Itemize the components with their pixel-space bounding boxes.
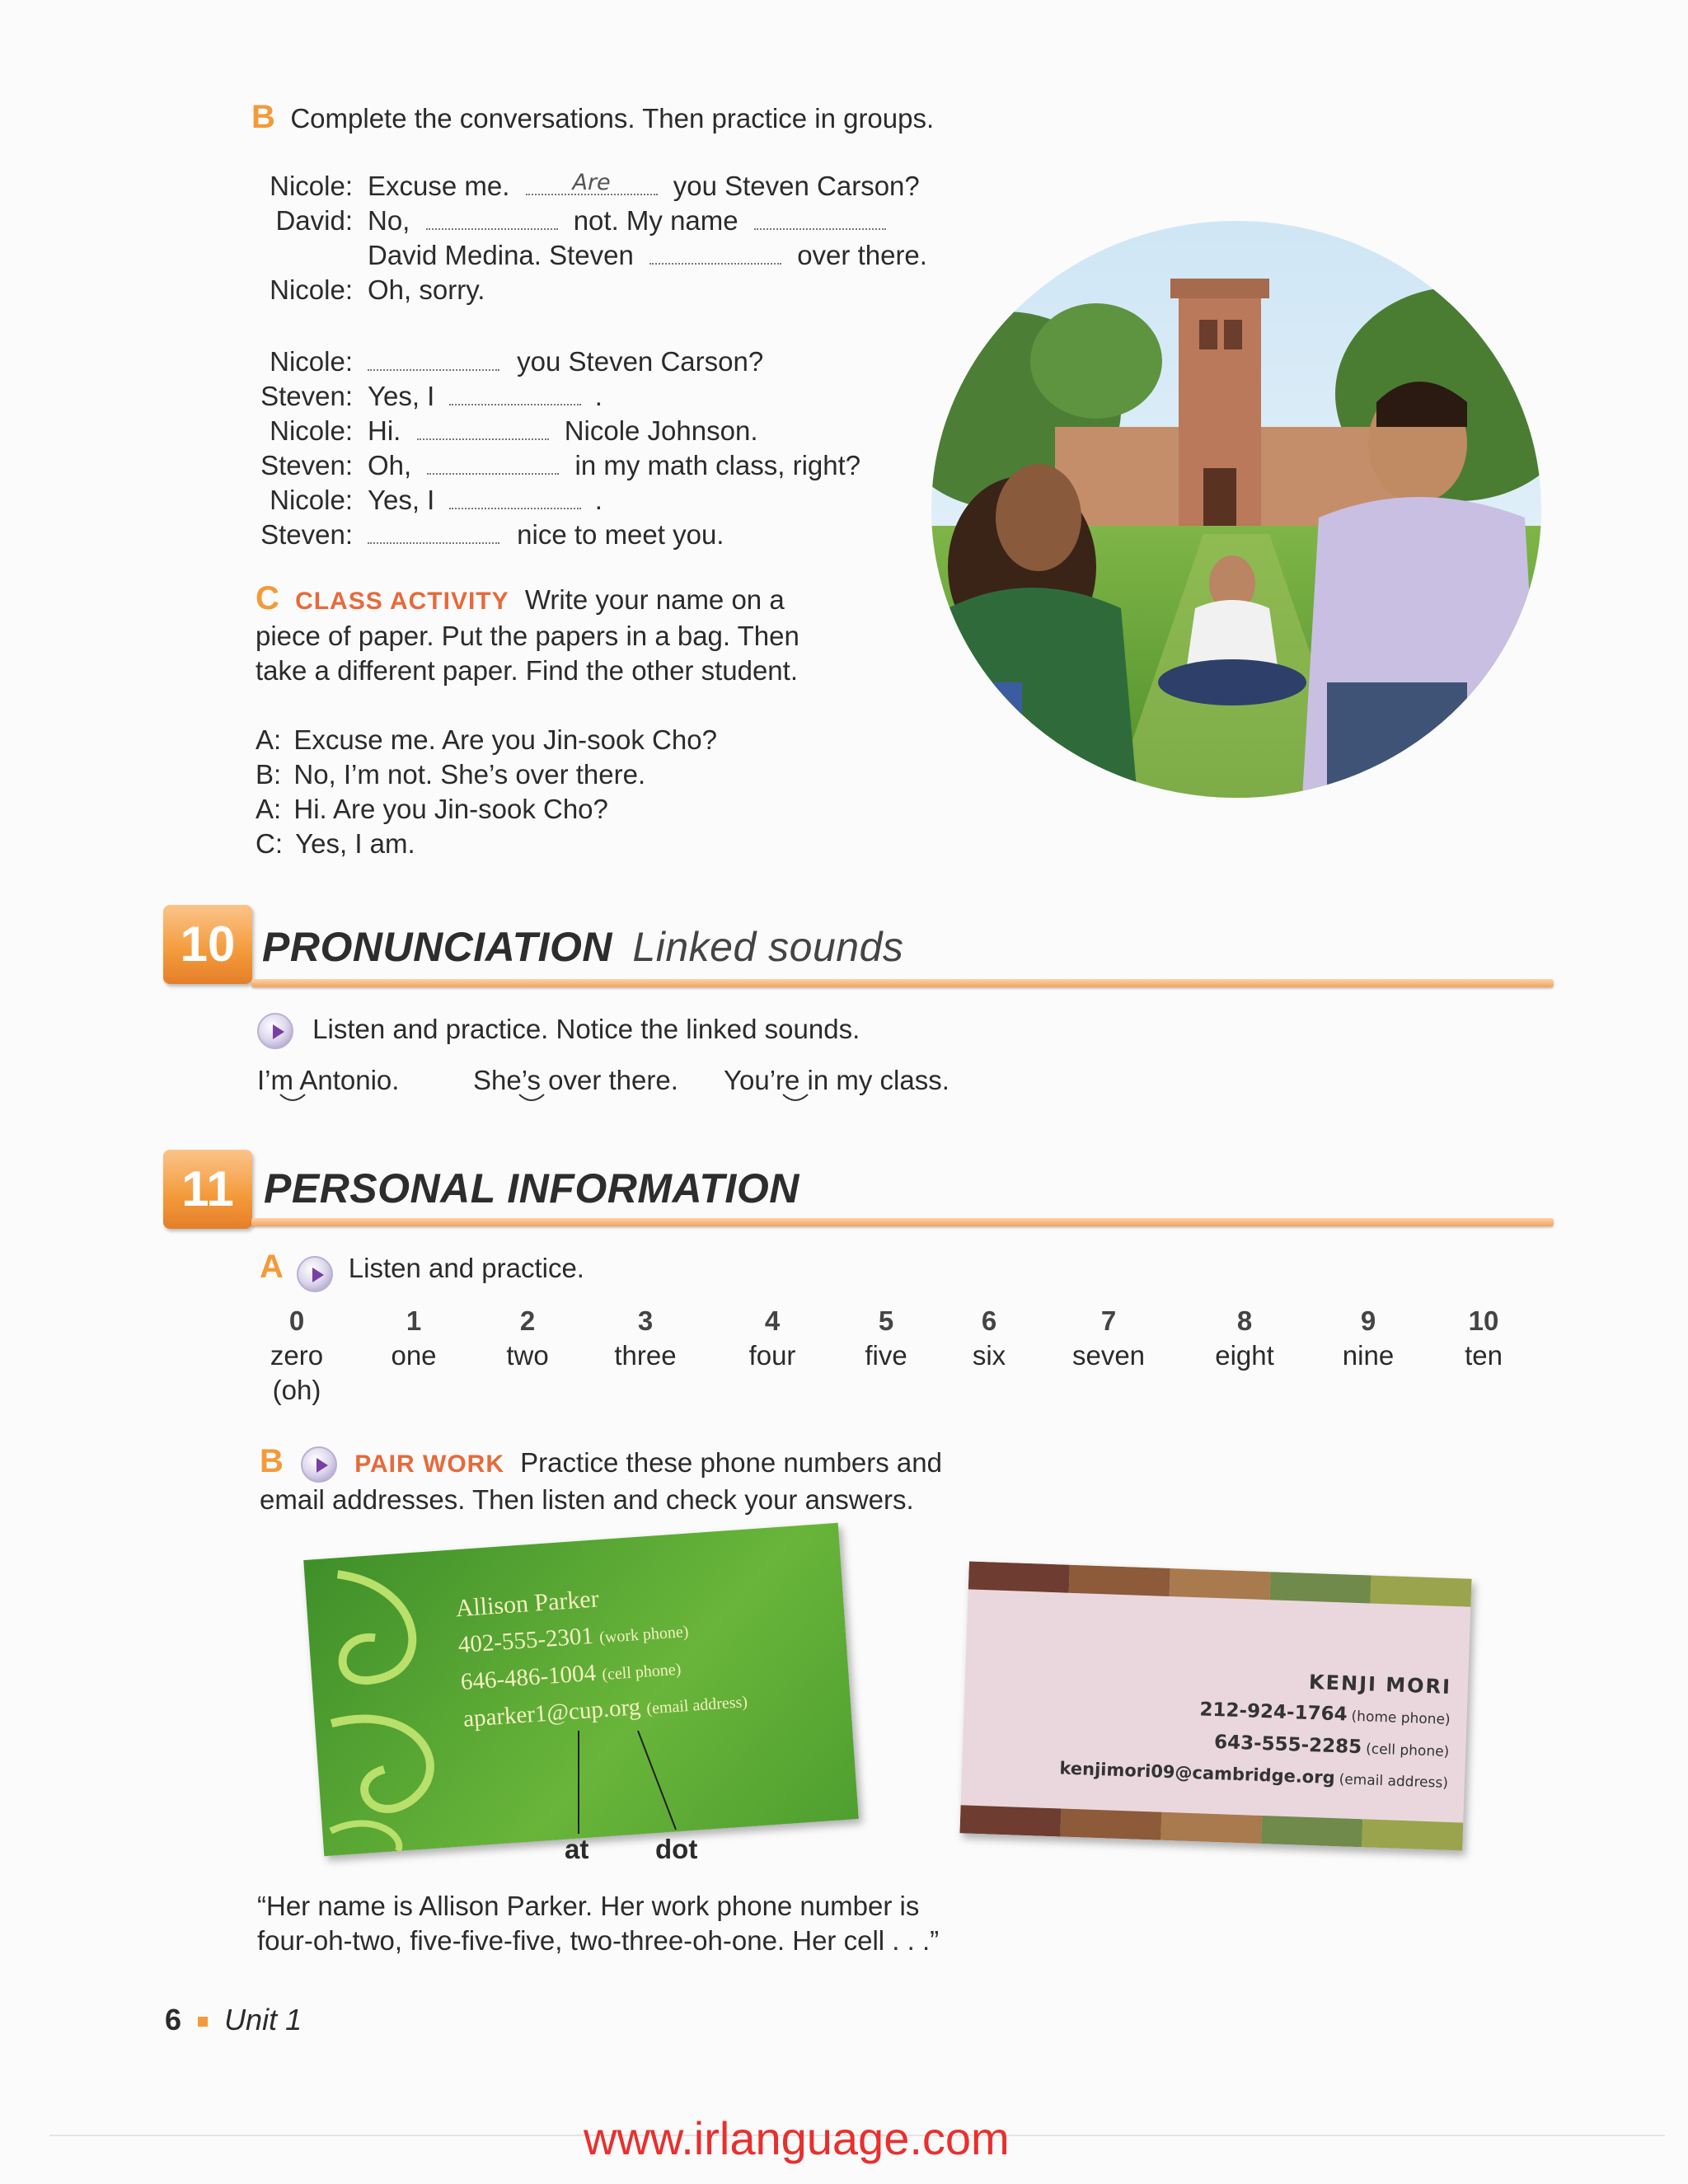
card-bottom-stripe [959, 1805, 1463, 1850]
email-address: kenjimori09@cambridge.org [1059, 1758, 1336, 1788]
dialogue-line [256, 792, 717, 827]
audio-play-icon[interactable] [297, 1256, 333, 1292]
quote-line: four-oh-two, five-five-five, two-three-oh-one. Her cell . . .” [257, 1925, 940, 1956]
number-word: nine [1342, 1340, 1395, 1371]
handwritten-answer: Are [572, 170, 611, 195]
callout-lines [560, 1727, 692, 1842]
pair-work-label: PAIR WORK [354, 1451, 504, 1478]
speaker-label: Steven: [260, 450, 353, 480]
email-label: (email address) [1339, 1771, 1449, 1792]
section-11-rule [251, 1218, 1554, 1226]
pronunciation-heading: PRONUNCIATION [262, 924, 613, 970]
section-10-title [262, 923, 903, 971]
callout-dot: dot [655, 1834, 698, 1864]
speaker-label: Steven: [260, 519, 353, 550]
numeral: 0 [288, 1305, 305, 1336]
line-text: not. My name [573, 205, 738, 236]
line-text: . [594, 485, 603, 515]
callout-at: at [565, 1834, 589, 1864]
home-phone-label: (home phone) [1351, 1708, 1451, 1728]
section-c-dialogue [256, 723, 717, 861]
numeral: 4 [764, 1305, 781, 1336]
numeral: 8 [1236, 1305, 1253, 1336]
section-10-rule [251, 979, 1554, 987]
answer-blank[interactable] [368, 346, 499, 371]
answer-blank[interactable] [417, 415, 549, 440]
unit-label: Unit 1 [224, 2003, 302, 2036]
card-top-stripe [968, 1561, 1472, 1606]
number-word: five [865, 1340, 907, 1371]
number-item [368, 1304, 459, 1373]
dialogue-text: No, I’m not. She’s over there. [293, 759, 646, 790]
line-text: Nicole Johnson. [564, 415, 758, 446]
speaker-label: A: [256, 794, 282, 824]
answer-blank[interactable] [526, 171, 658, 195]
number-word: one [391, 1340, 437, 1371]
audio-play-icon[interactable] [301, 1446, 337, 1483]
number-item [1199, 1304, 1290, 1373]
speaker-label: Nicole: [270, 415, 353, 446]
line-text: No, [368, 205, 410, 236]
section-11-part-b [260, 1444, 1084, 1517]
quote-line: “Her name is Allison Parker. Her work phone number is [257, 1891, 920, 1921]
speaker-label: B: [256, 759, 282, 790]
link-arc-icon [518, 1093, 546, 1104]
section-11-part-a [260, 1249, 584, 1292]
number-item [841, 1304, 931, 1373]
speaker-label: C: [256, 828, 283, 859]
number-word: ten [1465, 1340, 1503, 1371]
line-text: Yes, I [368, 485, 435, 515]
number-word: three [614, 1340, 677, 1371]
numeral: 5 [878, 1305, 894, 1336]
line-text: Yes, I [368, 381, 435, 411]
cell-phone: 646-486-1004 [459, 1659, 598, 1696]
link-arc-icon [279, 1093, 307, 1104]
dialogue-text: Excuse me. Are you Jin-sook Cho? [293, 724, 717, 755]
section-number-11: 11 [163, 1150, 252, 1229]
dialogue-text: Hi. Are you Jin-sook Cho? [293, 794, 608, 824]
class-activity-label: CLASS ACTIVITY [295, 588, 509, 615]
number-word: eight [1215, 1340, 1274, 1371]
number-item [1063, 1304, 1154, 1373]
number-word: two [506, 1340, 549, 1371]
email-address: aparker1@cup.org [462, 1694, 642, 1733]
example-phrase: You’re in my class. [724, 1065, 950, 1095]
answer-blank[interactable] [368, 519, 499, 544]
numeral: 2 [519, 1305, 536, 1336]
number-word: four [748, 1340, 796, 1371]
line-text: Oh, [368, 450, 412, 480]
speaker-label: Nicole: [270, 485, 353, 515]
answer-blank[interactable] [449, 485, 581, 509]
number-word: seven [1071, 1340, 1146, 1371]
line-text: you Steven Carson? [673, 171, 920, 201]
number-item [944, 1304, 1034, 1373]
answer-blank[interactable] [426, 205, 558, 230]
answer-blank[interactable] [754, 205, 886, 230]
instruction-text: piece of paper. Put the papers in a bag. Then [256, 621, 799, 651]
line-text: nice to meet you. [517, 519, 724, 550]
answer-blank[interactable] [427, 450, 559, 475]
business-card-kenji-mori [959, 1561, 1471, 1850]
speaker-label: Nicole: [270, 171, 353, 201]
dialogue-line [256, 827, 717, 861]
number-word: six [972, 1340, 1006, 1371]
line-text: over there. [797, 240, 927, 270]
dialogue-line [256, 723, 717, 757]
section-c [256, 581, 882, 688]
numeral: 6 [981, 1305, 997, 1336]
answer-blank[interactable] [449, 381, 581, 405]
linked-sounds-examples [257, 1063, 1493, 1113]
example-quote [257, 1889, 1081, 1958]
page-footer [165, 2003, 302, 2037]
instruction-text: email addresses. Then listen and check your answers. [260, 1484, 914, 1516]
email-label: (email address) [645, 1692, 748, 1718]
dialogue-text: Yes, I am. [295, 828, 415, 859]
number-item [482, 1304, 573, 1373]
number-item [1438, 1304, 1529, 1373]
number-item [1323, 1304, 1414, 1373]
numeral: 1 [406, 1305, 422, 1336]
example-phrase: She’s over there. [473, 1065, 678, 1095]
number-item [600, 1304, 691, 1373]
number-word-alt: (oh) [272, 1375, 321, 1405]
home-phone: 212-924-1764 [1199, 1699, 1348, 1726]
instruction-text: Practice these phone numbers and [520, 1447, 942, 1478]
cell-phone: 643-555-2285 [1213, 1731, 1362, 1759]
line-text: in my math class, right? [574, 450, 861, 480]
students-on-campus-image [931, 221, 1541, 798]
example-phrase: I’m Antonio. [257, 1065, 400, 1095]
cell-phone-label: (cell phone) [601, 1660, 682, 1685]
answer-blank[interactable] [649, 240, 781, 265]
section-number-10: 10 [163, 905, 252, 984]
section-b-heading [251, 99, 934, 136]
card-name: KENJI MORI [1308, 1670, 1452, 1699]
cell-phone-label: (cell phone) [1365, 1741, 1450, 1760]
card-name: Allison Parker [454, 1585, 600, 1623]
numeral: 9 [1360, 1305, 1376, 1336]
page-number: 6 [165, 2003, 182, 2036]
instruction-text: Write your name on a [524, 584, 785, 615]
number-item [727, 1304, 818, 1373]
section-10-instruction [257, 1012, 860, 1049]
line-text: Hi. [368, 415, 401, 446]
number-item [251, 1304, 342, 1408]
section-letter-a: A [260, 1249, 284, 1285]
section-11-title: PERSONAL INFORMATION [264, 1165, 799, 1212]
campus-illustration [931, 221, 1541, 798]
dialogue-line [256, 757, 717, 792]
work-phone-label: (work phone) [598, 1622, 690, 1647]
instruction-text: Listen and practice. [348, 1253, 584, 1283]
line-text: . [594, 381, 603, 411]
work-phone: 402-555-2301 [457, 1622, 594, 1659]
speaker-label: Steven: [260, 381, 353, 411]
numeral: 3 [637, 1305, 654, 1336]
section-letter-c: C [256, 580, 279, 616]
line-text: Oh, sorry. [368, 274, 485, 305]
speaker-label: Nicole: [270, 346, 353, 377]
linked-sounds-subheading: Linked sounds [632, 924, 904, 970]
line-text: you Steven Carson? [517, 346, 764, 377]
audio-play-icon[interactable] [257, 1013, 293, 1049]
numeral: 7 [1100, 1305, 1117, 1336]
speaker-label: David: [275, 205, 353, 236]
number-word: zero [270, 1340, 324, 1371]
link-arc-icon [781, 1093, 809, 1104]
instruction-text: Listen and practice. Notice the linked sounds. [312, 1014, 860, 1044]
instruction-text: take a different paper. Find the other student. [256, 655, 799, 686]
section-letter-b: B [251, 99, 275, 135]
numeral: 10 [1468, 1305, 1499, 1336]
section-letter-b2: B [260, 1443, 284, 1479]
line-text: Excuse me. [368, 171, 510, 201]
line-text: David Medina. Steven [368, 240, 634, 270]
speaker-label: A: [256, 724, 282, 755]
watermark-link[interactable]: www.irlanguage.com [584, 2112, 1010, 2164]
section-b-instruction: Complete the conversations. Then practice in groups. [290, 103, 935, 134]
footer-bullet [198, 2017, 208, 2027]
speaker-label: Nicole: [270, 274, 353, 305]
